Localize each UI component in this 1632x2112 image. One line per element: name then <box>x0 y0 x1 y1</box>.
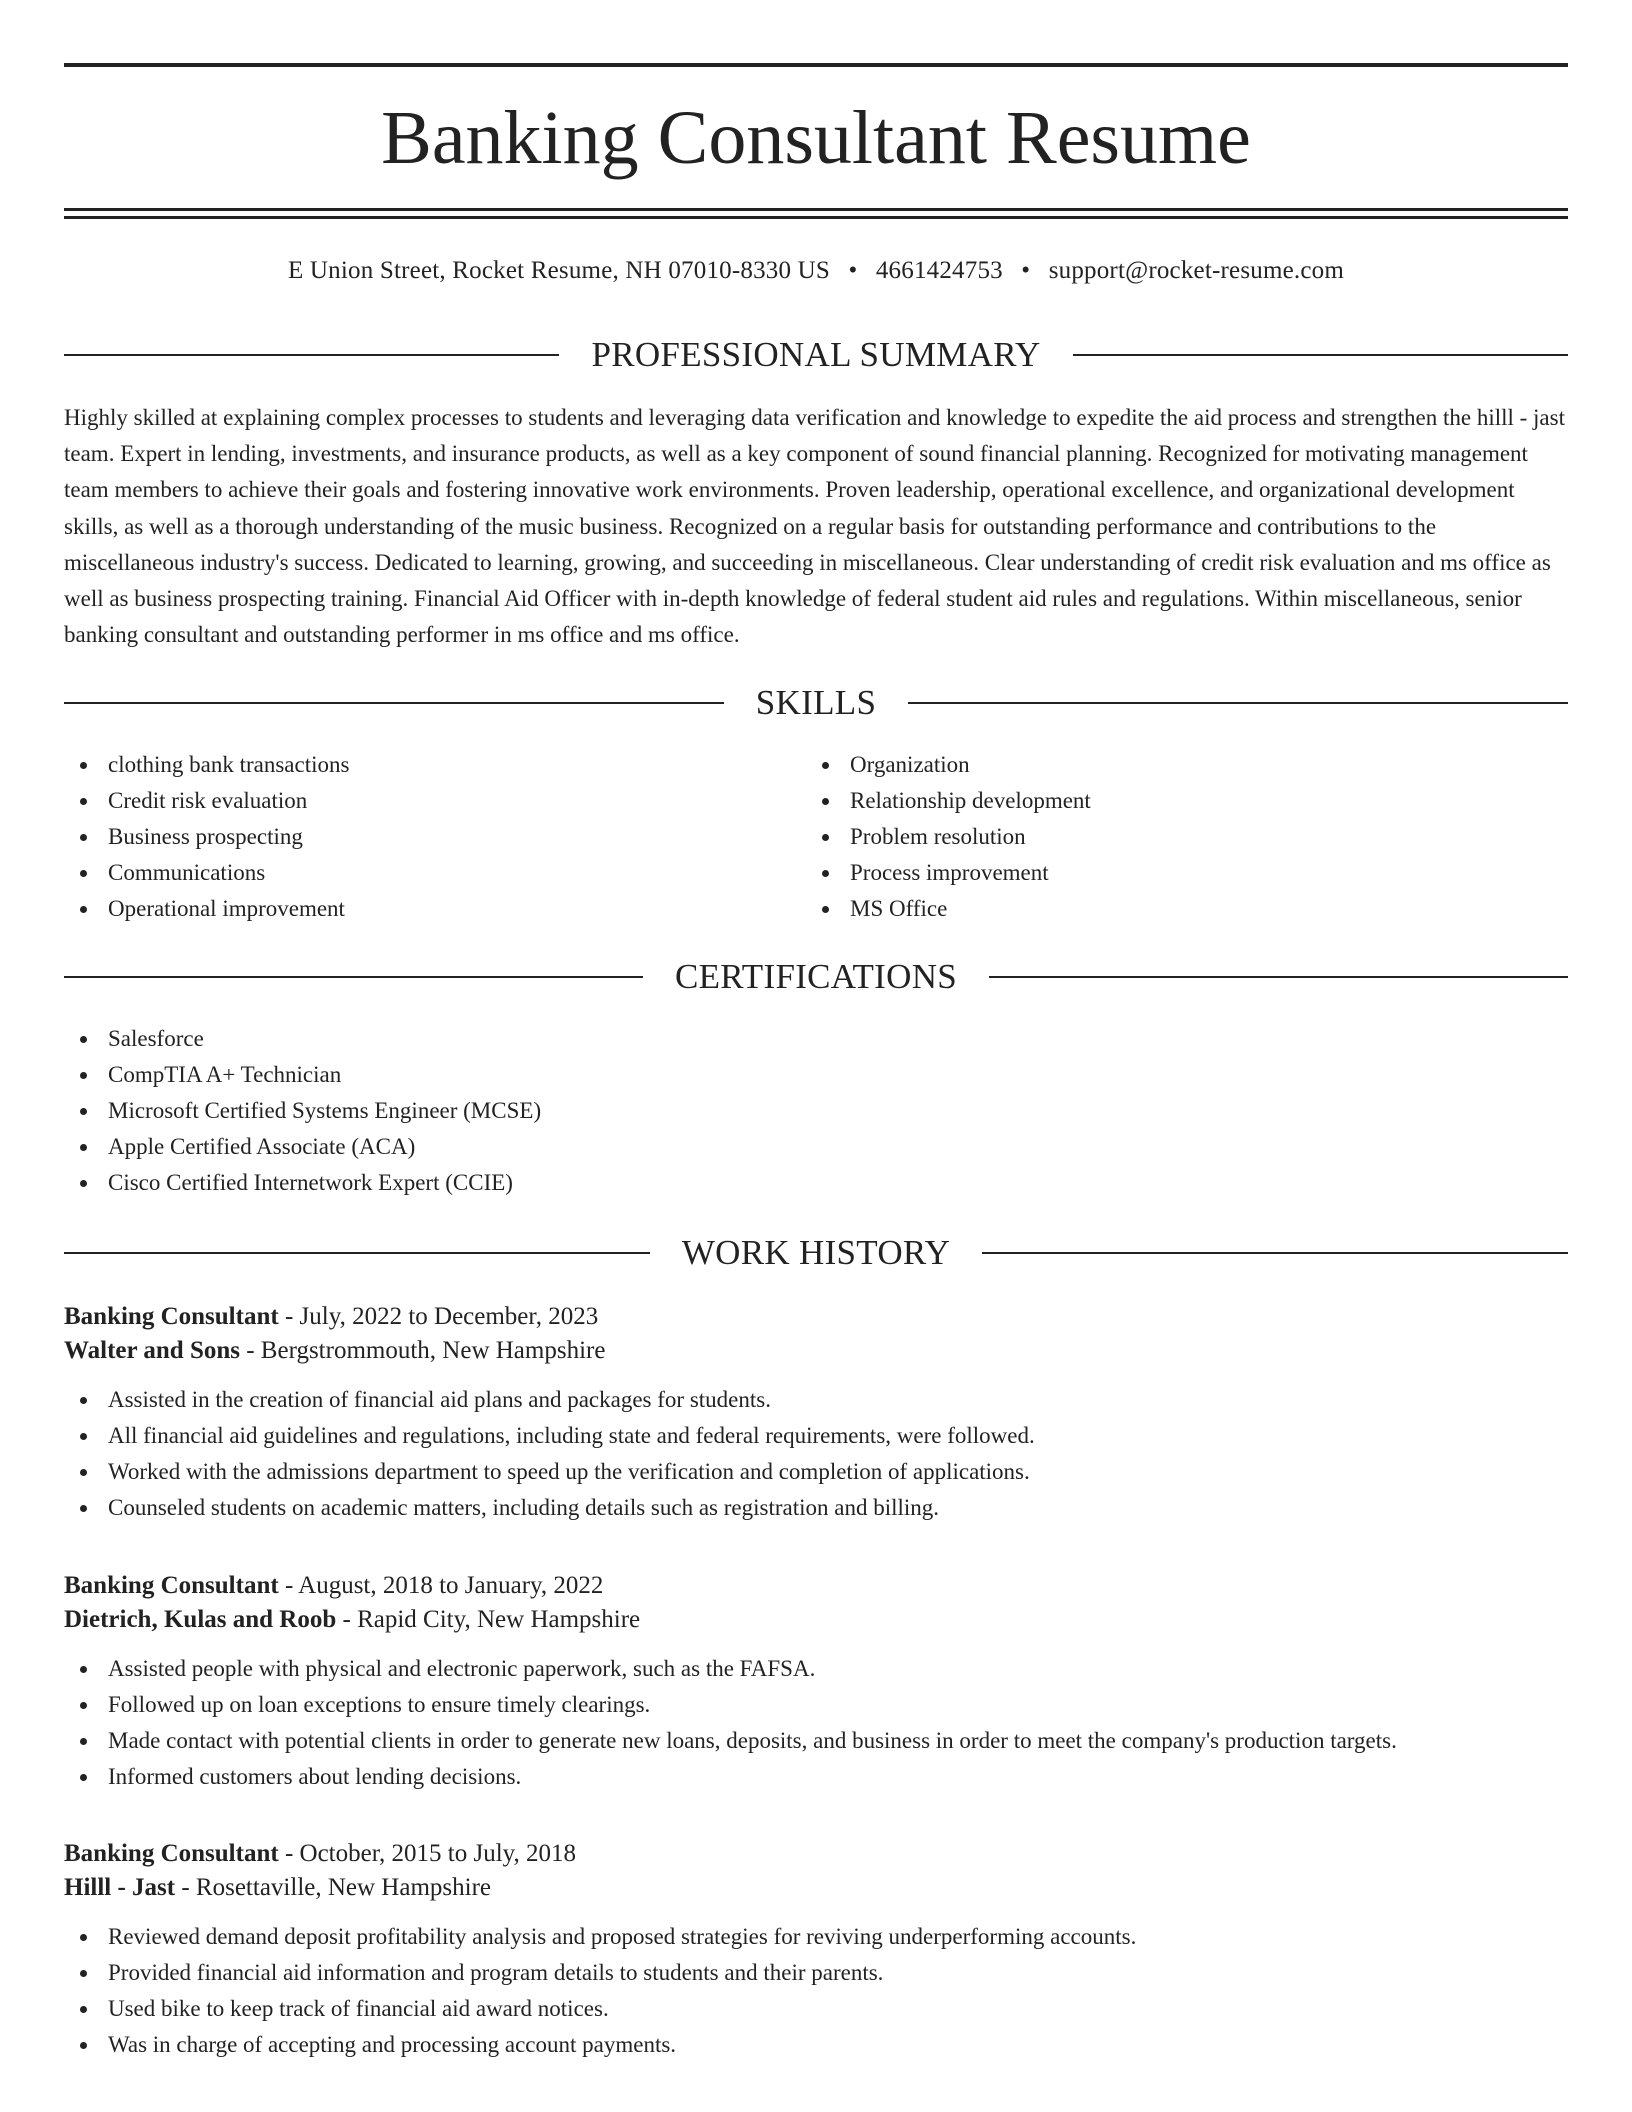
job-entry <box>64 1569 1568 1795</box>
job-location: - Bergstrommouth, New Hampshire <box>239 1337 606 1364</box>
certifications-list <box>64 1021 1568 1201</box>
certification-item: Salesforce <box>64 1021 1568 1057</box>
skill-item: Business prospecting <box>64 819 764 855</box>
job-title-line <box>64 1569 1568 1603</box>
header-double-rule <box>64 208 1568 219</box>
job-company-line <box>64 1603 1568 1637</box>
job-bullet: Informed customers about lending decisions. <box>64 1759 1568 1795</box>
contact-separator: • <box>848 257 858 284</box>
header-top-rule <box>64 63 1568 67</box>
job-bullet: Assisted people with physical and electronic paperwork, such as the FAFSA. <box>64 1651 1568 1687</box>
summary-heading-label: PROFESSIONAL SUMMARY <box>591 335 1041 374</box>
resume-title: Banking Consultant Resume <box>381 96 1251 180</box>
job-bullet: Worked with the admissions department to speed up the verification and completion of applications. <box>64 1454 1568 1490</box>
job-entry <box>64 1300 1568 1526</box>
heading-rule <box>982 1252 1568 1254</box>
job-title: Banking Consultant <box>64 1840 279 1867</box>
heading-rule <box>64 702 724 704</box>
contact-line <box>64 254 1568 288</box>
job-bullets <box>64 1651 1568 1795</box>
job-bullet: Was in charge of accepting and processing account payments. <box>64 2027 1568 2063</box>
certification-item: Cisco Certified Internetwork Expert (CCIE) <box>64 1165 1568 1201</box>
job-company-line <box>64 1871 1568 1905</box>
certifications-bullets <box>64 1021 1568 1201</box>
skills-column-left <box>64 747 764 927</box>
job-dates: - August, 2018 to January, 2022 <box>278 1572 604 1599</box>
contact-address: E Union Street, Rocket Resume, NH 07010-8330 US <box>288 257 830 284</box>
job-bullet: Provided financial aid information and program details to students and their parents. <box>64 1955 1568 1991</box>
work-history-heading-label: WORK HISTORY <box>681 1233 951 1272</box>
contact-phone: 4661424753 <box>875 257 1003 284</box>
summary-heading <box>64 333 1568 377</box>
job-bullets <box>64 1919 1568 2063</box>
heading-rule <box>64 1252 650 1254</box>
job-entry <box>64 1837 1568 2063</box>
certifications-heading <box>64 955 1568 999</box>
job-company: Hilll - Jast <box>64 1874 176 1901</box>
contact-separator: • <box>1021 257 1031 284</box>
job-location: - Rapid City, New Hampshire <box>336 1606 641 1633</box>
job-bullet: Assisted in the creation of financial aid plans and packages for students. <box>64 1382 1568 1418</box>
heading-rule <box>908 702 1568 704</box>
skills-heading <box>64 681 1568 725</box>
heading-rule <box>64 976 643 978</box>
skill-item: clothing bank transactions <box>64 747 764 783</box>
job-bullets <box>64 1382 1568 1526</box>
skill-item: MS Office <box>806 891 1506 927</box>
job-bullet: Used bike to keep track of financial aid award notices. <box>64 1991 1568 2027</box>
skill-item: Problem resolution <box>806 819 1506 855</box>
skills-column-right <box>806 747 1506 927</box>
work-history-heading <box>64 1231 1568 1275</box>
skills-list-right <box>806 747 1506 927</box>
contact-email: support@rocket-resume.com <box>1048 257 1344 284</box>
job-bullet: Followed up on loan exceptions to ensure timely clearings. <box>64 1687 1568 1723</box>
heading-rule <box>989 976 1568 978</box>
job-company-line <box>64 1334 1568 1368</box>
skills-list-left <box>64 747 764 927</box>
skill-item: Organization <box>806 747 1506 783</box>
job-title-line <box>64 1837 1568 1871</box>
certification-item: Microsoft Certified Systems Engineer (MCSE) <box>64 1093 1568 1129</box>
job-company: Walter and Sons <box>64 1337 240 1364</box>
certification-item: CompTIA A+ Technician <box>64 1057 1568 1093</box>
job-company: Dietrich, Kulas and Roob <box>64 1606 337 1633</box>
job-title-line <box>64 1300 1568 1334</box>
certifications-heading-label: CERTIFICATIONS <box>674 957 958 996</box>
skill-item: Communications <box>64 855 764 891</box>
skill-item: Credit risk evaluation <box>64 783 764 819</box>
job-bullet: Reviewed demand deposit profitability analysis and proposed strategies for reviving underperforming accounts. <box>64 1919 1568 1955</box>
job-dates: - October, 2015 to July, 2018 <box>278 1840 577 1867</box>
skill-item: Process improvement <box>806 855 1506 891</box>
summary-text: Highly skilled at explaining complex processes to students and leveraging data verification and knowledge to expedite the aid process and strengthen the hilll - jast team. Expert in lending, investments, and insurance products, as well as a key component of sound financial planning. Recognized for motivating management team members to achieve their goals and fostering innovative work environments. Proven leadership, operational excellence, and organizational development skills, as well as a thorough understanding of the music business. Recognized on a regular basis for outstanding performance and contributions to the miscellaneous industry's success. Dedicated to learning, growing, and succeeding in miscellaneous. Clear understanding of credit risk evaluation and ms office as well as business prospecting training. Financial Aid Officer with in-depth knowledge of federal student aid rules and regulations. Within miscellaneous, senior banking consultant and outstanding performer in ms office and ms office. <box>64 405 1565 648</box>
job-title: Banking Consultant <box>64 1303 279 1330</box>
skill-item: Relationship development <box>806 783 1506 819</box>
heading-rule <box>64 354 559 356</box>
job-bullet: Made contact with potential clients in order to generate new loans, deposits, and business in order to meet the company's production targets. <box>64 1723 1568 1759</box>
job-bullet: Counseled students on academic matters, including details such as registration and billing. <box>64 1490 1568 1526</box>
certification-item: Apple Certified Associate (ACA) <box>64 1129 1568 1165</box>
heading-rule <box>1073 354 1568 356</box>
job-dates: - July, 2022 to December, 2023 <box>278 1303 599 1330</box>
skill-item: Operational improvement <box>64 891 764 927</box>
skills-heading-label: SKILLS <box>755 683 877 722</box>
job-title: Banking Consultant <box>64 1572 279 1599</box>
job-bullet: All financial aid guidelines and regulations, including state and federal requirements, were followed. <box>64 1418 1568 1454</box>
job-location: - Rosettaville, New Hampshire <box>175 1874 492 1901</box>
